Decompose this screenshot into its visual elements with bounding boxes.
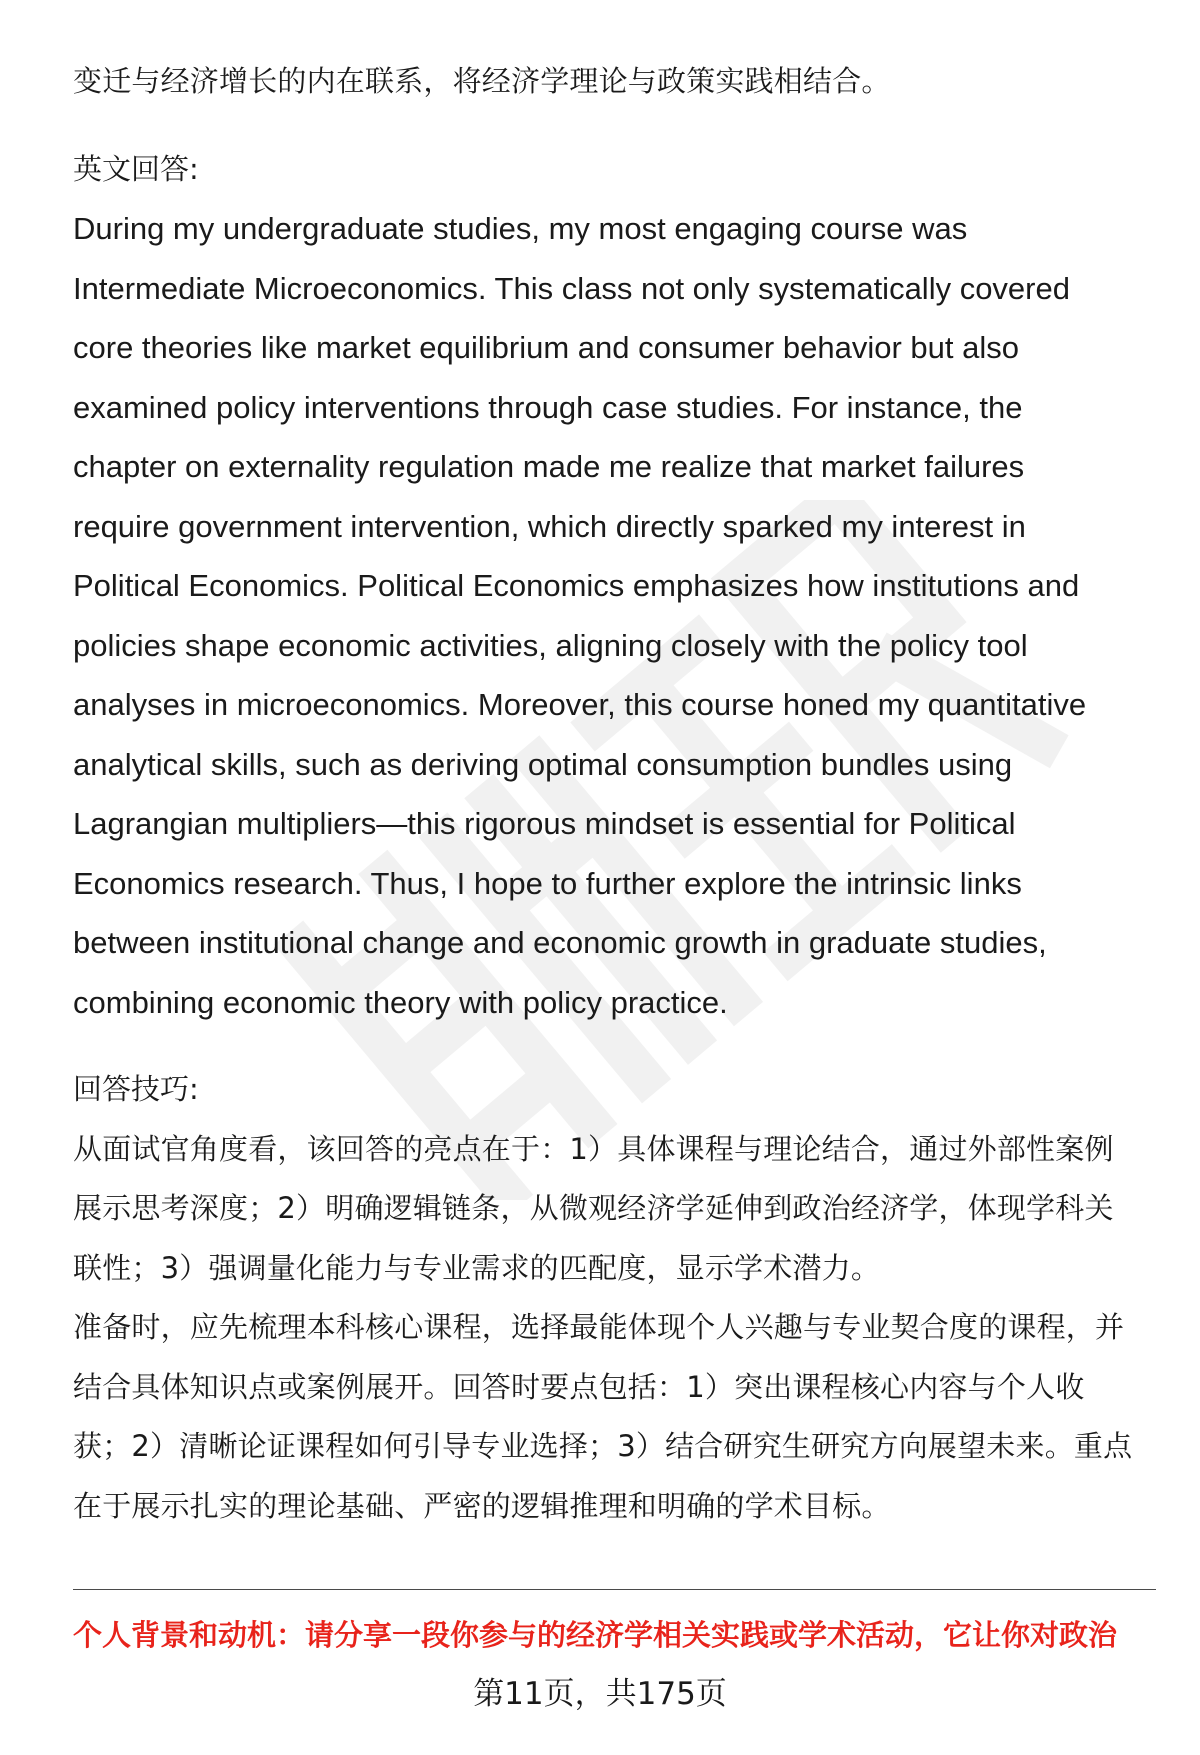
english-answer-line: require government intervention, which directly sparked my interest in <box>73 508 1026 544</box>
tips-line: 结合具体知识点或案例展开。回答时要点包括：1）突出课程核心内容与个人收 <box>73 1369 1085 1404</box>
spacer <box>73 112 1153 140</box>
english-answer-label: 英文回答: <box>73 151 199 186</box>
english-answer-line: Political Economics. Political Economics emphasizes how institutions and <box>73 568 1080 603</box>
tips-label: 回答技巧: <box>73 1072 199 1106</box>
english-answer-body <box>73 199 1153 1032</box>
page-number: 第11页，共175页 <box>473 1676 727 1712</box>
english-answer-line: combining economic theory with policy practice. <box>73 984 728 1020</box>
english-answer-line: policies shape economic activities, aligning closely with the policy tool <box>73 627 1028 663</box>
english-answer-line: Lagrangian multipliers—this rigorous mindset is essential for Political <box>73 806 1016 841</box>
spacer <box>73 1032 1153 1060</box>
english-answer-line: chapter on externality regulation made me realize that market failures <box>73 449 1025 484</box>
english-answer-line: analytical skills, such as deriving optimal consumption bundles using <box>73 746 1013 782</box>
tips-line: 联性；3）强调量化能力与专业需求的匹配度，显示学术潜力。 <box>73 1250 881 1285</box>
tips-line: 获；2）清晰论证课程如何引导专业选择；3）结合研究生研究方向展望未来。重点 <box>73 1429 1133 1463</box>
footer-divider <box>73 1589 1156 1590</box>
next-question-heading: 个人背景和动机：请分享一段你参与的经济学相关实践或学术活动，它让你对政治 <box>73 1618 1118 1652</box>
content-body <box>73 52 1153 1536</box>
tips-line: 准备时，应先梳理本科核心课程，选择最能体现个人兴趣与专业契合度的课程，并 <box>73 1310 1125 1344</box>
tips-line: 展示思考深度；2）明确逻辑链条，从微观经济学延伸到政治经济学，体现学科关 <box>73 1191 1114 1225</box>
english-answer-line: analyses in microeconomics. Moreover, this course honed my quantitative <box>73 687 1087 722</box>
tips-body <box>73 1120 1153 1537</box>
intro-line: 变迁与经济增长的内在联系，将经济学理论与政策实践相结合。 <box>73 64 891 98</box>
english-answer-line: examined policy interventions through case studies. For instance, the <box>73 389 1023 425</box>
english-answer-line: Economics research. Thus, I hope to further explore the intrinsic links <box>73 865 1022 901</box>
english-answer-line: During my undergraduate studies, my most engaging course was <box>73 211 968 246</box>
english-answer-line: between institutional change and economic growth in graduate studies, <box>73 925 1047 960</box>
english-answer-line: Intermediate Microeconomics. This class not only systematically covered <box>73 270 1070 306</box>
tips-line: 从面试官角度看，该回答的亮点在于：1）具体课程与理论结合，通过外部性案例 <box>73 1131 1114 1166</box>
tips-line: 在于展示扎实的理论基础、严密的逻辑推理和明确的学术目标。 <box>73 1488 891 1523</box>
english-answer-line: core theories like market equilibrium and consumer behavior but also <box>73 330 1019 365</box>
